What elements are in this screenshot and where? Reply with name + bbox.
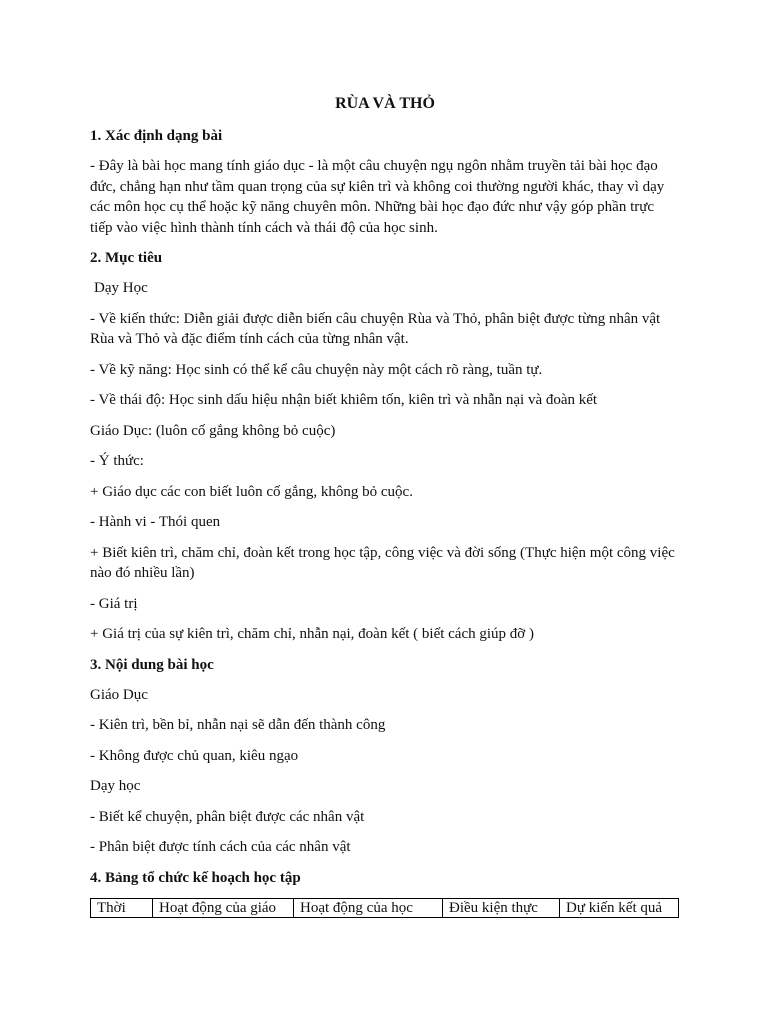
behavior-label: - Hành vi - Thói quen <box>90 514 221 530</box>
table-header-cell: Dự kiến kết quả <box>560 898 679 917</box>
table-header-cell: Hoạt động của học <box>294 898 443 917</box>
table-header-cell: Thời <box>91 898 153 917</box>
awareness-item: + Giáo dục các con biết luôn cố gắng, không bỏ cuộc. <box>90 483 413 500</box>
document-title: RÙA VÀ THỎ <box>335 95 435 112</box>
value-item: + Giá trị của sự kiên trì, chăm chỉ, nhẫn nại, đoàn kết ( biết cách giúp đỡ ) <box>90 626 534 642</box>
teaching-item-2: - Phân biệt được tính cách của các nhân vật <box>90 839 351 855</box>
table-header-cell: Điều kiện thực <box>443 898 560 917</box>
table-header-cell: Hoạt động của giáo <box>153 898 294 917</box>
teaching-subheading: Dạy Học <box>94 280 148 296</box>
table-header-row <box>91 898 679 917</box>
attitude-goal: - Về thái độ: Học sinh dấu hiệu nhận biết khiêm tốn, kiên trì và nhẫn nại và đoàn kết <box>90 392 598 408</box>
skill-goal: - Về kỹ năng: Học sinh có thể kể câu chuyện này một cách rõ ràng, tuần tự. <box>90 361 543 378</box>
section-2-heading: 2. Mục tiêu <box>90 250 163 266</box>
education-subheading: Giáo Dục: (luôn cố gắng không bỏ cuộc) <box>90 422 336 439</box>
behavior-item: + Biết kiên trì, chăm chỉ, đoàn kết trong học tập, công việc và đời sống (Thực hiện một công việc nào đó nhiều lần) <box>90 544 675 581</box>
value-label: - Giá trị <box>90 595 138 612</box>
section-1-heading: 1. Xác định dạng bài <box>90 128 223 144</box>
knowledge-goal: - Về kiến thức: Diễn giải được diễn biến câu chuyện Rùa và Thỏ, phân biệt được từng nhân vật Rùa và Thỏ và đặc điểm tính cách của từng nhân vật. <box>90 310 661 347</box>
section-1-paragraph: - Đây là bài học mang tính giáo dục - là một câu chuyện ngụ ngôn nhằm truyền tải bài học đạo đức, chẳng hạn như tầm quan trọng của sự kiên trì và không coi thường người khác, thay vì dạy các môn học cụ thể hoặc kỹ năng chuyên môn. Những bài học đạo đức như vậy góp phần trực tiếp vào việc hình thành tính cách và thái độ của học sinh. <box>90 158 665 236</box>
teaching-label: Dạy học <box>90 778 141 794</box>
section-4-heading: 4. Bảng tổ chức kế hoạch học tập <box>90 869 301 886</box>
plan-table <box>90 898 679 918</box>
teaching-item-1: - Biết kể chuyện, phân biệt được các nhân vật <box>90 808 365 825</box>
education-label: Giáo Dục <box>90 686 148 703</box>
education-item-2: - Không được chủ quan, kiêu ngạo <box>90 747 299 764</box>
document-page <box>90 93 680 918</box>
awareness-label: - Ý thức: <box>90 453 144 469</box>
section-3-heading: 3. Nội dung bài học <box>90 656 214 673</box>
education-item-1: - Kiên trì, bền bỉ, nhẫn nại sẽ dẫn đến thành công <box>90 717 386 733</box>
